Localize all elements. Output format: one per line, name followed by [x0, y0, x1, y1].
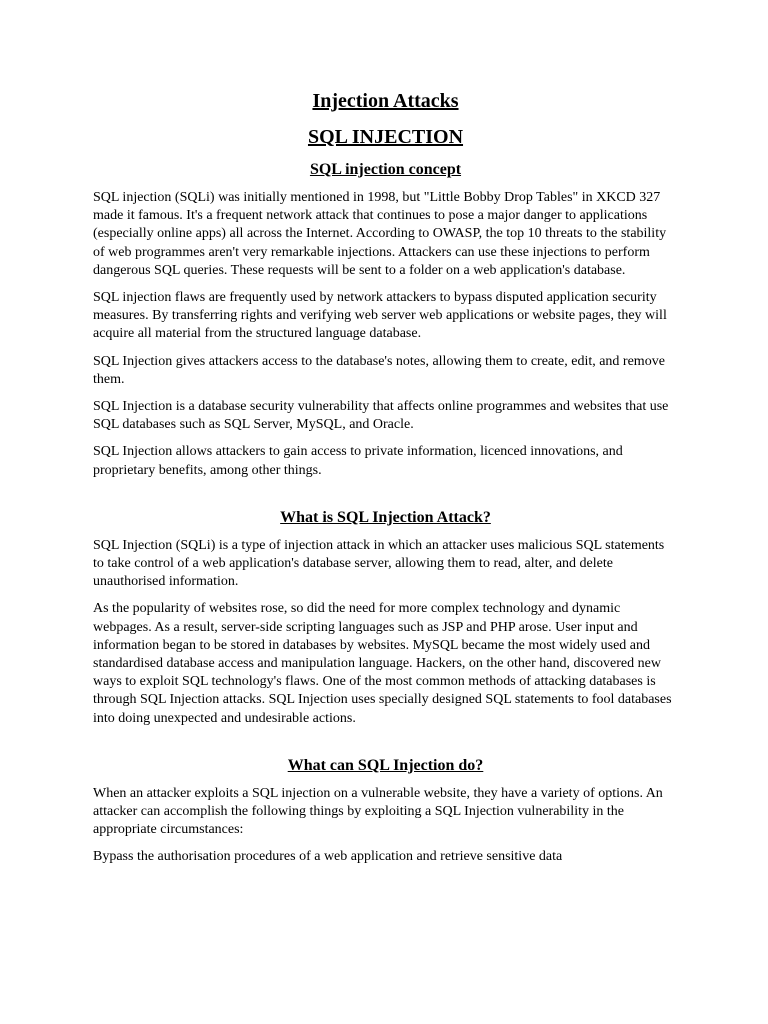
section-heading-what-is: What is SQL Injection Attack?	[280, 508, 491, 526]
paragraph: Bypass the authorisation procedures of a web application and retrieve sensitive data	[93, 849, 563, 865]
document-title: Injection Attacks	[312, 90, 459, 112]
paragraph: SQL Injection (SQLi) is a type of injection attack in which an attacker uses malicious SQL statements to take control of a web application's database server, allowing them to read, alter, and delete unauthorised information.	[93, 537, 665, 590]
paragraph: SQL injection (SQLi) was initially mentioned in 1998, but "Little Bobby Drop Tables" in XKCD 327 made it famous. It's a frequent network attack that continues to pose a major danger to applications (especially online apps) all across the Internet. According to OWASP, the top 10 threats to the stability of web programmes aren't very remarkable injections. Attackers can use these injections to perform dangerous SQL queries. These requests will be sent to a folder on a web application's database.	[93, 190, 667, 278]
section-heading-concept: SQL injection concept	[309, 161, 462, 178]
paragraph: SQL Injection is a database security vulnerability that affects online programmes and websites that use SQL databases such as SQL Server, MySQL, and Oracle.	[93, 399, 669, 433]
paragraph: SQL injection flaws are frequently used by network attackers to bypass disputed application security measures. By transferring rights and verifying web server web applications or website pages, they will acquire all material from the structured language database.	[93, 290, 667, 342]
document-subtitle: SQL INJECTION	[307, 126, 464, 148]
paragraph: SQL Injection gives attackers access to the database's notes, allowing them to create, edit, and remove them.	[93, 353, 665, 387]
section-heading-what-can: What can SQL Injection do?	[287, 756, 484, 774]
paragraph: As the popularity of websites rose, so did the need for more complex technology and dynamic webpages. As a result, server-side scripting languages such as JSP and PHP arose. User input and information began to be stored in databases by websites. MySQL became the most widely used and standardised database access and manipulation language. Hackers, on the other hand, discovered new ways to exploit SQL technology's flaws. One of the most common methods of attacking databases is through SQL Injection attacks. SQL Injection uses specially designed SQL statements to fool databases into doing unexpected and undesirable actions.	[93, 601, 672, 726]
paragraph: When an attacker exploits a SQL injection on a vulnerable website, they have a variety of options. An attacker can accomplish the following things by exploiting a SQL Injection vulnerability in the appropriate circumstances:	[93, 785, 663, 838]
document-page	[93, 88, 678, 867]
paragraph: SQL Injection allows attackers to gain access to private information, licenced innovations, and proprietary benefits, among other things.	[93, 444, 623, 478]
